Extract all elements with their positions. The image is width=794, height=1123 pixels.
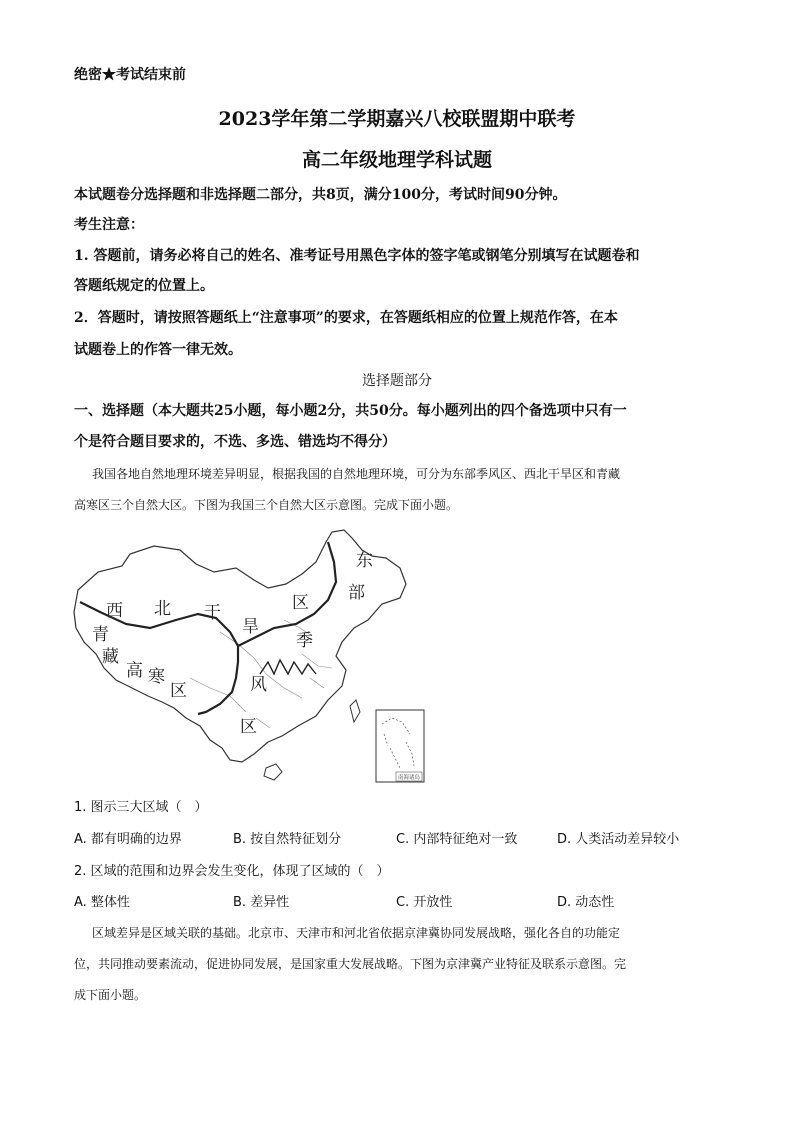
label-east-3: 区	[292, 593, 309, 613]
passage-2-line-3: 成下面小题。	[74, 988, 147, 1002]
label-qz-4: 寒	[148, 667, 165, 687]
label-qz-1: 青	[92, 625, 109, 645]
label-qz-5: 区	[170, 681, 187, 701]
passage-1-line-2: 高寒区三个自然大区。下图为我国三个自然大区示意图。完成下面小题。	[74, 498, 459, 512]
notice-item-1-cont: 答题纸规定的位置上。	[74, 278, 214, 294]
taiwan-island	[350, 700, 360, 722]
question-1-option-c[interactable]: C. 内部特征绝对一致	[396, 832, 518, 847]
passage-2-line-1: 区域差异是区域关联的基础。北京市、天津市和河北省依据京津冀协同发展战略，强化各自的功能定	[92, 926, 621, 940]
secret-mark: 绝密★考试结束前	[74, 67, 186, 83]
question-2-option-c[interactable]: C. 开放性	[396, 895, 453, 910]
label-east-1: 东	[356, 551, 373, 571]
question-1-option-b[interactable]: B. 按自然特征划分	[233, 832, 342, 847]
question-1-stem: 1. 图示三大区域（ ）	[74, 800, 208, 815]
exam-subtitle: 高二年级地理学科试题	[301, 149, 492, 171]
exam-title: 2023学年第二学期嘉兴八校联盟期中联考	[218, 108, 576, 130]
question-2-option-d[interactable]: D. 动态性	[557, 895, 615, 910]
label-nw-3: 干	[204, 603, 221, 623]
section-heading-cont: 个是符合题目要求的，不选、多选、错选均不得分）	[74, 434, 396, 450]
question-2-stem: 2. 区域的范围和边界会发生变化，体现了区域的（ ）	[74, 864, 390, 879]
question-2-option-b[interactable]: B. 差异性	[233, 895, 290, 910]
part-title: 选择题部分	[362, 373, 432, 389]
label-qz-3: 高	[126, 661, 143, 681]
mountain-symbol	[260, 660, 316, 674]
notice-heading: 考生注意：	[74, 217, 144, 233]
section-heading: 一、选择题（本大题共25小题，每小题2分，共50分。每小题列出的四个备选项中只有一	[74, 403, 627, 419]
label-nw-2: 北	[154, 599, 171, 619]
exam-intro: 本试题卷分选择题和非选择题二部分，共8页，满分100分，考试时间90分钟。	[74, 187, 567, 203]
question-2-option-a[interactable]: A. 整体性	[74, 895, 130, 910]
question-1-option-d[interactable]: D. 人类活动差异较小	[557, 832, 680, 847]
china-regions-map	[70, 528, 430, 790]
notice-item-2: 2．答题时，请按照答题纸上“注意事项”的要求，在答题纸相应的位置上规范作答，在本	[74, 310, 618, 326]
label-east-4: 季	[296, 631, 313, 651]
label-east-2: 部	[348, 583, 365, 603]
notice-item-2-cont: 试题卷上的作答一律无效。	[74, 342, 242, 358]
label-nw-1: 西	[106, 601, 123, 621]
label-east-6: 区	[240, 717, 257, 737]
label-nw-4: 旱	[242, 617, 259, 637]
label-east-5: 风	[250, 675, 267, 695]
label-qz-2: 藏	[102, 647, 119, 667]
question-1-option-a[interactable]: A. 都有明确的边界	[74, 832, 182, 847]
passage-1-line-1: 我国各地自然地理环境差异明显，根据我国的自然地理环境，可分为东部季风区、西北干旱区和青藏	[92, 467, 621, 481]
inset-caption: 南海诸岛	[397, 775, 421, 781]
hainan-island	[264, 764, 282, 780]
passage-2-line-2: 位，共同推动要素流动，促进协同发展，是国家重大发展战略。下图为京津冀产业特征及联系示意图。完	[74, 957, 627, 971]
notice-item-1: 1. 答题前，请务必将自己的姓名、准考证号用黑色字体的签字笔或钢笔分别填写在试题卷和	[74, 248, 640, 264]
south-china-sea-inset	[376, 710, 424, 782]
